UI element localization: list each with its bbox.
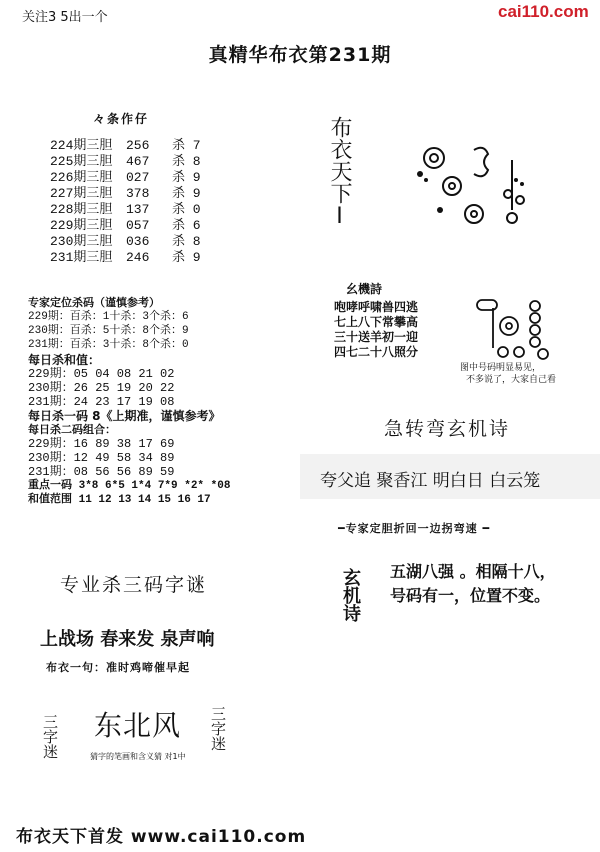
expert-dash-line: ━专家定胆折回一边拐弯速 ━ bbox=[338, 522, 491, 535]
kill-row bbox=[50, 218, 202, 234]
kill-value: 杀 9 bbox=[172, 250, 201, 265]
xjs-poem bbox=[390, 560, 556, 608]
two-code-row: 229期：16 89 38 17 69 bbox=[28, 437, 175, 451]
poem-line: 咆哮呼啸兽四逃 bbox=[334, 300, 419, 314]
pos-row: 230期：百杀：5十杀：8个杀：9 bbox=[28, 325, 189, 337]
issue-label: 226期三胆 bbox=[50, 170, 113, 185]
triple-numbers: 057 bbox=[126, 218, 150, 233]
triple-numbers: 246 bbox=[126, 250, 150, 265]
kill-row bbox=[50, 186, 202, 202]
expert-heading: 专家定位杀码（谨慎参考） bbox=[28, 296, 160, 309]
poem-line: 三十送羊初一迎 bbox=[334, 330, 419, 344]
sum-row: 231期：24 23 17 19 08 bbox=[28, 395, 175, 409]
caption-line: 不多说了，大家自己看 bbox=[466, 375, 557, 385]
issue-label: 228期三胆 bbox=[50, 202, 113, 217]
sum-row: 229期：05 04 08 21 02 bbox=[28, 367, 175, 381]
footer-text: 布衣天下首发 www.cai110.com bbox=[16, 827, 307, 847]
issue-label: 229期三胆 bbox=[50, 218, 113, 233]
coin-digits-illustration bbox=[473, 296, 553, 362]
issue-label: 227期三胆 bbox=[50, 186, 113, 201]
kill-row bbox=[50, 202, 202, 218]
two-code-row: 231期：08 56 56 89 59 bbox=[28, 465, 175, 479]
triple-numbers: 036 bbox=[126, 234, 150, 249]
sum-row: 230期：26 25 19 20 22 bbox=[28, 381, 175, 395]
kill-list bbox=[50, 138, 202, 266]
coin-puzzle-illustration bbox=[412, 140, 530, 240]
issue-label: 225期三胆 bbox=[50, 154, 113, 169]
illustration-caption bbox=[460, 362, 600, 386]
kill-value: 杀 7 bbox=[172, 138, 201, 153]
page-title: 真精华布衣第231期 bbox=[208, 44, 392, 66]
poem-heading: 幺機詩 bbox=[346, 282, 383, 296]
vertical-title: 布衣天下Ⅰ bbox=[327, 116, 352, 229]
riddle-hint: 布衣一句：准时鸡啼催早起 bbox=[46, 661, 190, 674]
kill-row bbox=[50, 138, 202, 154]
xjs-line: 号码有一，位置不变。 bbox=[390, 586, 551, 605]
two-code-heading: 每日杀二码组合： bbox=[28, 423, 116, 436]
kill-row bbox=[50, 154, 202, 170]
triple-numbers: 256 bbox=[126, 138, 150, 153]
kill-value: 杀 9 bbox=[172, 186, 201, 201]
pos-row: 229期：百杀：1十杀：3个杀：6 bbox=[28, 311, 189, 323]
kill-row bbox=[50, 250, 202, 266]
sum-range-row: 和值范围 11 12 13 14 15 16 17 bbox=[28, 494, 211, 506]
issue-label: 230期三胆 bbox=[50, 234, 113, 249]
xjs-line: 五湖八强 。相隔十八， bbox=[390, 562, 556, 581]
triple-numbers: 467 bbox=[126, 154, 150, 169]
poem-line: 四七二十八照分 bbox=[334, 345, 419, 359]
pos-row: 231期：百杀：3十杀：8个杀：0 bbox=[28, 339, 189, 351]
four-terms: 夸父追 聚香江 明白日 白云笼 bbox=[320, 471, 541, 491]
riddle-center-word: 东北风 bbox=[94, 709, 182, 742]
top-note: 关注3 5出一个 bbox=[22, 10, 108, 25]
issue-label: 224期三胆 bbox=[50, 138, 113, 153]
triple-numbers: 378 bbox=[126, 186, 150, 201]
sum-heading: 每日杀和值： bbox=[28, 353, 101, 367]
poem-block bbox=[334, 300, 418, 360]
xjs-vertical-title: 玄机诗 bbox=[340, 568, 361, 622]
riddle-right-vertical: 三字迷 bbox=[209, 706, 227, 751]
caption-line: 图中号码明显易见， bbox=[460, 363, 542, 373]
kill-section-heading: 々条作仔 bbox=[93, 112, 150, 126]
kill-value: 杀 8 bbox=[172, 234, 201, 249]
kill-value: 杀 6 bbox=[172, 218, 201, 233]
two-code-row: 230期：12 49 58 34 89 bbox=[28, 451, 175, 465]
riddle-title: 专业杀三码字谜 bbox=[60, 574, 208, 596]
expert-block bbox=[28, 296, 230, 507]
kill-row bbox=[50, 234, 202, 250]
kill-value: 杀 9 bbox=[172, 170, 201, 185]
brand-logo-text[interactable]: cai110.com bbox=[498, 2, 589, 21]
kill-row bbox=[50, 170, 202, 186]
key-point-row: 重点一码 3*8 6*5 1*4 7*9 *2* *08 bbox=[28, 480, 231, 492]
riddle-words: 上战场 春来发 泉声响 bbox=[40, 629, 215, 650]
kill-value: 杀 0 bbox=[172, 202, 201, 217]
poem-line: 七上八下常攀高 bbox=[334, 315, 419, 329]
riddle-center-note: 猜字的笔画和含义猜 对1中 bbox=[90, 752, 186, 761]
issue-label: 231期三胆 bbox=[50, 250, 113, 265]
kill-value: 杀 8 bbox=[172, 154, 201, 169]
xuanji-title: 急转弯玄机诗 bbox=[384, 418, 511, 440]
one-code-heading: 每日杀一码 8《上期准，谨慎参考》 bbox=[28, 409, 221, 423]
triple-numbers: 137 bbox=[126, 202, 150, 217]
triple-numbers: 027 bbox=[126, 170, 150, 185]
riddle-left-vertical: 三字迷 bbox=[41, 714, 59, 759]
